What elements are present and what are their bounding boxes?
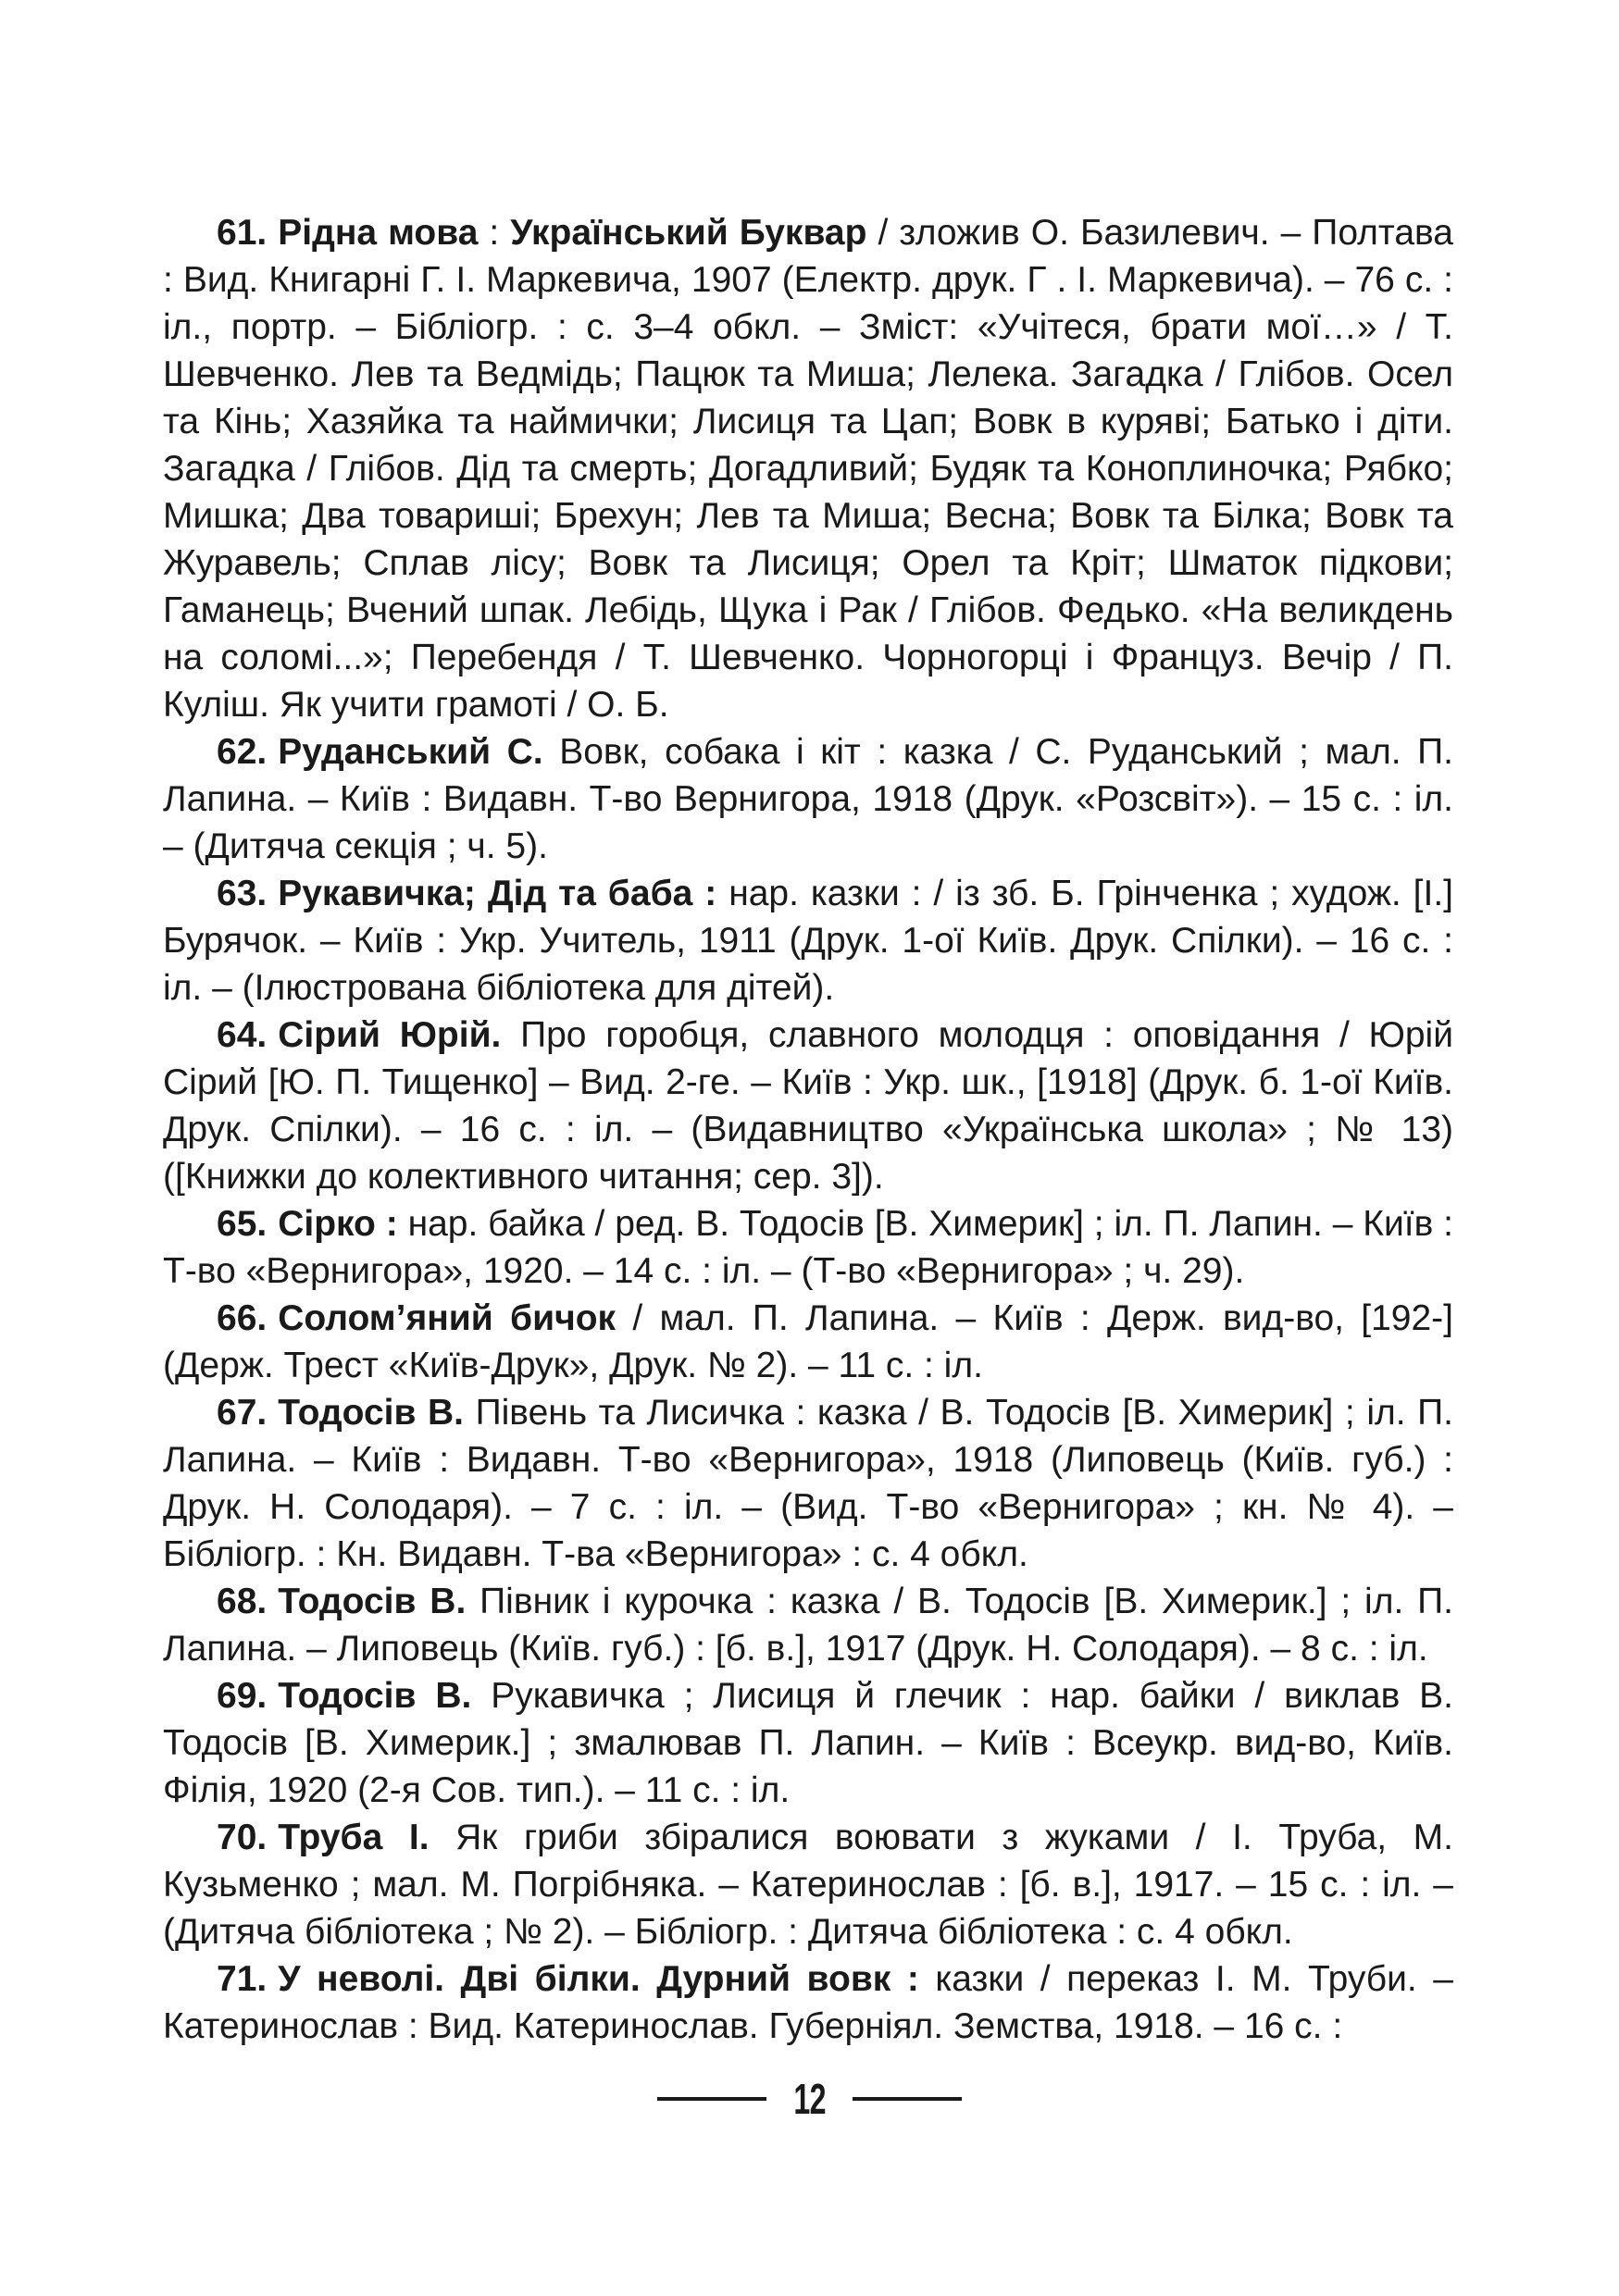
- entry-61: [163, 209, 1453, 728]
- entry-description: Півник і курочка : казка / В. Тодосів [В. Химерик.] ; іл. П. Лапина. – Липовець (Київ. губ.) : [б. в.], 1917 (Друк. Н. Солодаря). – 8 с. : іл.: [163, 1582, 1454, 1669]
- entry-number: 67.: [217, 1393, 268, 1433]
- entry-number: 62.: [217, 732, 268, 772]
- entry-number: 70.: [217, 1818, 268, 1857]
- footer-rule-left: [657, 2097, 766, 2101]
- entry-62: [163, 728, 1453, 870]
- entry-author: Труба І.: [278, 1818, 430, 1857]
- entry-number: 66.: [217, 1298, 268, 1338]
- entry-description: нар. байка / ред. В. Тодосів [В. Химерик] ; іл. П. Лапин. – Київ : Т-во «Вернигора», 1920. – 14 с. : іл. – (Т-во «Вернигора» ; ч. 29).: [163, 1204, 1453, 1291]
- entry-author: Тодосів В.: [278, 1393, 465, 1433]
- entry-63: [163, 870, 1453, 1011]
- entry-title: Солом’яний бичок: [278, 1298, 616, 1338]
- entry-author: Тодосів В.: [278, 1676, 472, 1716]
- entry-68: [163, 1578, 1453, 1672]
- entry-67: [163, 1389, 1453, 1578]
- page-number: 12: [793, 2075, 826, 2123]
- entry-70: [163, 1814, 1453, 1955]
- entry-69: [163, 1672, 1453, 1814]
- entry-description: Про горобця, славного молодця : оповідання / Юрій Сірий [Ю. П. Тищенко] – Вид. 2-ге. – Київ : Укр. шк., [1918] (Друк. б. 1-ої Київ. Друк. Спілки). – 16 с. : іл. – (Видавництво «Українська школа» ; № 13) ([Книжки до колективного читання; сер. 3]).: [163, 1015, 1454, 1197]
- entry-description: Півень та Лисичка : казка / В. Тодосів [В. Химерик] ; іл. П. Лапина. – Київ : Видавн. Т-во «Вернигора», 1918 (Липовець (Київ. губ.) : Друк. Н. Солодаря). – 7 с. : іл. – (Вид. Т-во «Вернигора» ; кн. № 4). – Бібліогр. : Кн. Видавн. Т-ва «Вернигора» : с. 4 обкл.: [163, 1393, 1454, 1574]
- footer-rule-right: [853, 2097, 962, 2101]
- entry-author: Тодосів В.: [278, 1582, 467, 1621]
- entry-description: Як гриби збіралися воювати з жуками / І. Труба, М. Кузьменко ; мал. М. Погрібняка. – Катеринослав : [б. в.], 1917. – 15 с. : іл. – (Дитяча бібліотека ; № 2). – Бібліогр. : Дитяча бібліотека : с. 4 обкл.: [163, 1818, 1453, 1952]
- entry-number: 65.: [217, 1204, 268, 1244]
- bibliography-text: [163, 209, 1453, 2050]
- entry-author: Сірий Юрій.: [278, 1015, 502, 1055]
- entry-number: 64.: [217, 1015, 268, 1055]
- entry-description: нар. казки : / із зб. Б. Грінченка ; худож. [І.] Бурячок. – Київ : Укр. Учитель, 1911 (Друк. 1-ої Київ. Друк. Спілки). – 16 с. : іл. – (Ілюстрована бібліотека для дітей).: [163, 874, 1453, 1008]
- entry-title-part: Український Буквар: [510, 213, 867, 253]
- page-footer: [0, 2071, 1619, 2127]
- entry-title: Рідна мова: [278, 213, 479, 253]
- entry-number: 71.: [217, 1959, 268, 1999]
- entry-number: 69.: [217, 1676, 268, 1716]
- entry-separator: :: [478, 213, 511, 253]
- entry-number: 61.: [217, 213, 268, 253]
- entry-number: 68.: [217, 1582, 268, 1621]
- entry-description: Вовк, собака і кіт : казка / С. Руданський ; мал. П. Лапина. – Київ : Видавн. Т-во Вернигора, 1918 (Друк. «Розсвіт»). – 15 с. : іл. – (Дитяча секція ; ч. 5).: [163, 732, 1453, 866]
- entry-71: [163, 1955, 1453, 2050]
- entry-author: Руданський С.: [278, 732, 543, 772]
- entry-description: / мал. П. Лапина. – Київ : Держ. вид-во, [192-] (Держ. Трест «Київ-Друк», Друк. № 2). – 11 с. : іл.: [163, 1298, 1454, 1385]
- entry-64: [163, 1011, 1453, 1200]
- entry-title: Рукавичка; Дід та баба :: [278, 874, 717, 913]
- entry-number: 63.: [217, 874, 268, 913]
- entry-65: [163, 1200, 1453, 1295]
- entry-description: казки / переказ І. М. Труби. – Катеринослав : Вид. Катеринослав. Губерніял. Земства, 1918. – 16 с. :: [163, 1959, 1453, 2046]
- entry-66: [163, 1295, 1453, 1389]
- entry-description: / зложив О. Базилевич. – Полтава : Вид. Книгарні Г. І. Маркевича, 1907 (Електр. друк. Г . І. Маркевича). – 76 с. : іл., портр. – Бібліогр. : с. 3–4 обкл. – Зміст: «Учітеся, брати мої…» / Т. Шевченко. Лев та Ведмідь; Пацюк та Миша; Лелека. Загадка / Глібов. Осел та Кінь; Хазяйка та наймички; Лисиця та Цап; Вовк в куряві; Батько і діти. Загадка / Глібов. Дід та смерть; Догадливий; Будяк та Коноплиночка; Рябко; Мишка; Два товариші; Брехун; Лев та Миша; Весна; Вовк та Білка; Вовк та Журавель; Сплав лісу; Вовк та Лисиця; Орел та Кріт; Шматок підкови; Гаманець; Вчений шпак. Лебідь, Щука і Рак / Глібов. Федько. «На великдень на соломі...»; Перебендя / Т. Шевченко. Чорногорці і Француз. Вечір / П. Куліш. Як учити грамоті / О. Б.: [163, 213, 1453, 725]
- entry-title: У неволі. Дві білки. Дурний вовк :: [278, 1959, 919, 1999]
- entry-description: Рукавичка ; Лисиця й глечик : нар. байки / виклав В. Тодосів [В. Химерик.] ; змалював П. Лапин. – Київ : Всеукр. вид-во, Київ. Філія, 1920 (2-я Сов. тип.). – 11 с. : іл.: [163, 1676, 1453, 1810]
- entry-title: Сірко :: [278, 1204, 398, 1244]
